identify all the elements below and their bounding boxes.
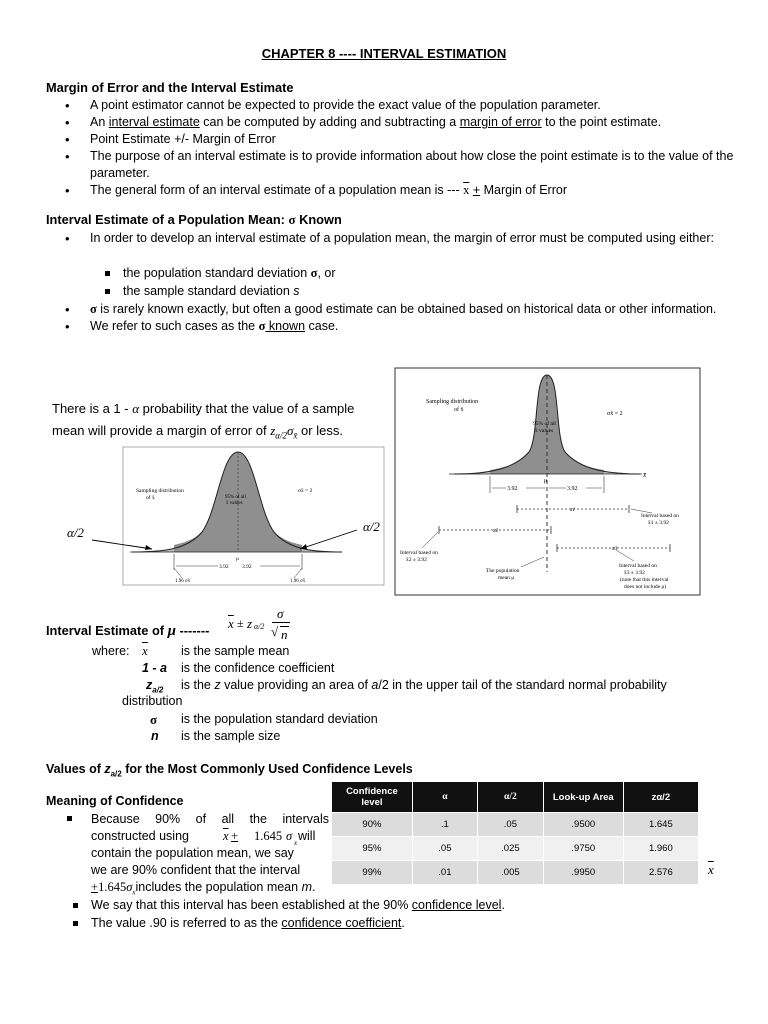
where-label: where: [92,644,130,658]
list-item [46,131,736,148]
caption-text: mean will provide a margin of error of [52,423,271,438]
plus-minus-symbol: + [472,183,481,197]
heading-text: Values of [46,762,105,776]
sampling-label: Sampling distribution [136,488,184,494]
table-row [332,861,699,885]
table-cell: .05 [477,813,543,837]
table-cell: 90% [332,813,413,837]
definition-text: value providing an area of [220,678,372,692]
definition-text: distribution [122,694,183,708]
definition-text: is the population standard deviation [181,712,378,726]
mu-symbol: μ [167,623,176,639]
caption-line-1 [52,398,382,420]
column-header: Confidence level [332,782,413,813]
z-subscript: α/2 [254,622,265,631]
z-alpha-symbol [146,678,163,695]
center-label: 95% of all [533,421,556,427]
list-item [46,230,736,247]
table-cell: .1 [412,813,477,837]
list-item [46,182,736,199]
z-value: 1.645 [98,880,127,894]
paragraph-text: includes the population mean [135,880,302,894]
square-root-icon: √ [271,624,279,639]
list-item [46,318,736,335]
caption-text: or less. [297,423,343,438]
term-margin-of-error: margin of error [459,115,542,129]
paragraph-line: we are 90% confident that the interval [91,863,301,877]
column-header: α [412,782,477,813]
table-header-row [332,782,699,813]
confidence-coefficient-symbol: 1 - a [142,661,168,675]
definition-text: is the sample size [181,729,281,743]
width-label: 3.92 [567,486,578,492]
heading-text: Known [295,212,342,227]
s-symbol: s [293,283,300,298]
confidence-levels-table [331,781,699,885]
mu-label: μ [236,556,239,562]
table-cell: 2.576 [623,861,698,885]
values-heading [46,762,413,779]
z-symbol: z [214,678,221,692]
interval-formula [228,607,308,647]
section-heading-margin-of-error: Margin of Error and the Interval Estimate [46,80,294,95]
sigma-symbol: σ [288,212,296,227]
z-label: 1.96 σx̄ [290,579,306,584]
table-cell: .9500 [543,813,623,837]
bullet-text: The general form of an interval estimate of a population mean is --- [90,183,464,197]
sigma-symbol: σ [126,880,133,894]
heading-text: for the Most Commonly Used Confidence Levels [121,762,413,776]
table-cell: 1.645 [623,813,698,837]
z-symbol: z [146,678,153,692]
formula-label-text: ------- [175,623,210,638]
center-label: x̄ values [535,428,554,434]
bullet-text: An [90,115,109,129]
sigma-symbol: σ [287,423,294,438]
list-item [98,283,698,301]
sigma-symbol: σ [150,712,158,727]
z-symbol: z [104,762,111,776]
table-row [332,837,699,861]
width-label: 3.92 [219,564,229,570]
table-cell: .005 [477,861,543,885]
alpha-symbol: α [132,401,140,416]
sigma-subscript: x [294,839,298,847]
sigma-symbol: σ [310,266,318,280]
table-cell: .01 [412,861,477,885]
n-denominator: n [281,627,288,642]
z-subscript: α/2 [275,430,287,441]
bullet-text: The purpose of an interval estimate is to provide information about how close the point estimate is to the value of the parameter. [90,149,734,180]
sampling-label: Sampling distribution [426,399,479,405]
sigma-numerator: σ [277,606,284,621]
table-row [332,813,699,837]
bullet-text: The value .90 is referred to as the [91,915,282,930]
bullet-text: the sample standard deviation [123,283,294,298]
figure-caption [52,398,382,447]
z-subscript: a/2 [152,685,164,695]
bullet-text: We refer to such cases as the [90,319,259,333]
square-bullet [67,816,72,821]
definition-text: /2 in the upper tail of the standard normal probability [378,678,667,692]
population-mean-label: mean μ [498,575,515,581]
table-cell: .05 [412,837,477,861]
alpha-half-right-label: α/2 [363,519,380,534]
paragraph-text: will [298,829,316,843]
plus-minus-symbol: + [91,880,99,894]
meaning-paragraph-1 [67,811,329,879]
axis-label: x̄ [643,471,647,479]
bullet-text: can be computed by adding and subtracting a [199,115,460,129]
margin-of-error-list [46,97,736,199]
bullet-text: We say that this interval has been established at the 90% [91,898,412,912]
table-cell: 95% [332,837,413,861]
x-bar-symbol: $\overline{x}$ [463,183,470,197]
z-value: 1.645 [254,829,283,843]
list-item [46,148,736,182]
paragraph-text: constructed using [91,829,189,843]
z-subscript: a/2 [110,769,122,779]
sampling-label: of x̄ [454,407,464,413]
column-header: α/2 [477,782,543,813]
column-header: zα/2 [623,782,698,813]
sigma-symbol: σ [90,302,97,316]
mu-label: μ [544,478,548,484]
list-item [46,114,736,131]
sigma-subscript: x [132,888,136,897]
alpha-half-left-label: α/2 [67,525,84,540]
center-label: x̄ values [226,501,243,506]
x2-label: x̄2 [493,528,499,534]
sigma-known-list-2 [46,301,736,335]
caption-text: probability that the value of a sample [139,401,355,416]
term-confidence-level: confidence level [411,898,502,912]
term-confidence-coefficient: confidence coefficient [281,915,402,930]
section-heading-meaning-of-confidence: Meaning of Confidence [46,794,184,808]
list-item [46,97,736,114]
table-cell: 1.960 [623,837,698,861]
sigma-known-sublist [98,265,698,300]
paragraph-line: Because 90% of all the intervals [91,812,329,826]
term-interval-estimate: interval estimate [108,115,200,129]
page-title: CHAPTER 8 ---- INTERVAL ESTIMATION [261,46,507,61]
fraction-bar [272,622,290,623]
bullet-text: is rarely known exactly, but often a good estimate can be obtained based on historical data or other information. [96,302,717,316]
sigma-label: σx̄ = 2 [607,411,623,417]
definition-text: is the confidence coefficient [181,661,335,675]
z-label: 1.96 σx̄ [175,579,191,584]
formula-label [46,623,209,640]
interval-label: x̄1 ± 3.92 [648,520,669,526]
population-mean-label: The population [486,568,520,574]
plus-minus-symbol: + [231,829,239,843]
interval-label: x̄3 ± 3.92 [624,570,645,576]
n-symbol: n [151,729,159,743]
paragraph-text: . [311,880,316,894]
x-bar-symbol: $\overline{x}$ [708,862,714,877]
definition-text: is the sample mean [181,644,290,658]
list-item [66,897,726,915]
list-item [46,301,736,318]
caption-text: There is a 1 - [52,401,133,416]
x-bar-symbol: $\overline{x}$ [223,829,229,843]
sigma-known-list [46,230,736,247]
column-header: Look-up Area [543,782,623,813]
sigma-subscript: x̄ [293,430,298,441]
bullet-text: case. [305,319,339,333]
bullet-text: . [401,915,405,930]
table-cell: .025 [477,837,543,861]
definition-text: is the [181,678,215,692]
meaning-list [66,897,726,932]
x-bar-symbol: $\overline{x}$ [228,616,234,631]
interval-label: Interval based on [400,550,438,556]
list-item [66,915,726,933]
bullet-text: , or [317,266,336,280]
sigma-symbol: σ [286,829,293,843]
bullet-text: In order to develop an interval estimate of a population mean, the margin of error must be computed using either: [90,231,714,245]
interval-label: Interval based on [619,563,657,569]
bullet-text: . [501,898,505,912]
sampling-distribution-figure-right [394,367,702,597]
bullet-text: to the point estimate. [541,115,662,129]
formula-label-text: Interval Estimate of [46,623,168,638]
bullet-text: A point estimator cannot be expected to provide the exact value of the population parameter. [90,98,601,112]
table-cell: .9750 [543,837,623,861]
center-label: 95% of all [225,495,246,500]
interval-label: x̄2 ± 3.92 [406,557,427,563]
mean-symbol: m [301,880,312,894]
interval-label: (note that this interval [620,577,669,583]
sampling-label: of x̄ [146,495,155,501]
x1-label: x̄1 [570,507,576,513]
interval-label: does not include μ) [624,584,667,590]
width-label: 3.92 [507,486,518,492]
paragraph-line: contain the population mean, we say [91,846,294,860]
z-symbol: z [247,616,253,631]
interval-label: Interval based on [641,513,679,519]
bullet-text: Margin of Error [480,183,567,197]
bullet-text: the population standard deviation [123,266,311,280]
paragraph-line [67,828,329,845]
sampling-distribution-figure-left [52,442,397,592]
bullet-text: Point Estimate +/- Margin of Error [90,132,276,146]
a-symbol: a [371,678,379,692]
width-label: 3.92 [242,564,252,570]
list-item [98,265,698,283]
table-cell: 99% [332,861,413,885]
z-symbol: z [270,423,276,438]
sigma-symbol: σ [258,319,266,333]
heading-text: Interval Estimate of a Population Mean: [46,212,285,227]
term-known: known [265,319,306,333]
sigma-label: σx̄ = 2 [298,488,313,494]
table-cell: .9950 [543,861,623,885]
plus-minus-symbol: ± [237,616,244,630]
definition-text [181,678,721,692]
x3-label: x̄3 [612,546,618,552]
x-bar-symbol: $\overline{x}$ [142,643,148,658]
section-heading-sigma-known [46,212,342,228]
